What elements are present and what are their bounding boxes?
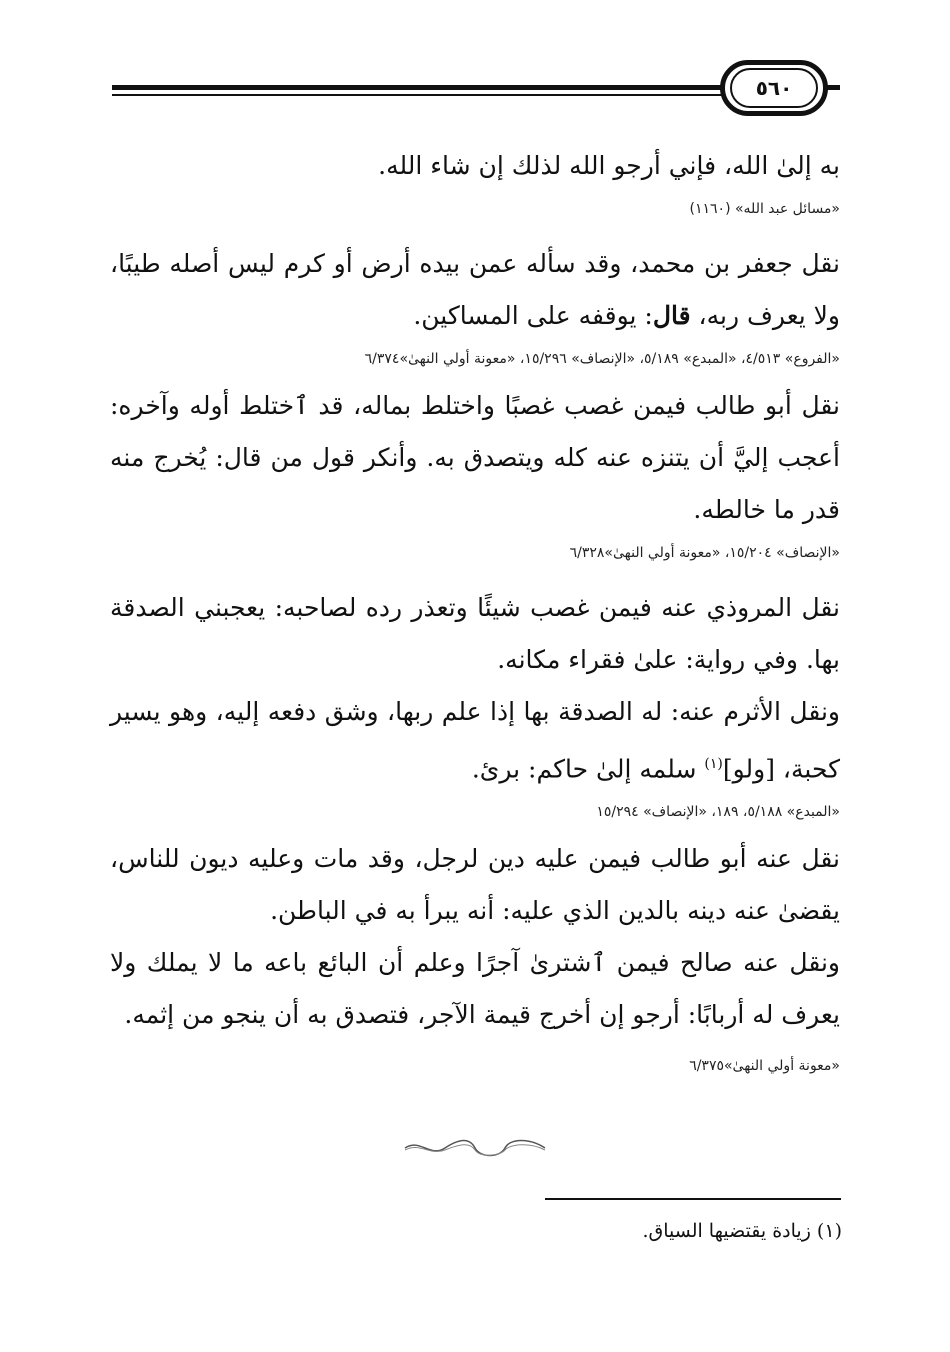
page-header xyxy=(112,60,840,120)
footnote-1: (١) زيادة يقتضيها السياق. xyxy=(642,1220,842,1242)
footnote-rule xyxy=(545,1198,841,1200)
paragraph-7: ونقل عنه صالح فيمن ٱشترىٰ آجرًا وعلم أن البائع باعه ما لا يملك ولا يعرف له أربابًا: أرجو إن أخرج قيمة الآجر، فتصدق به أن ينجو من إثمه. xyxy=(110,948,840,1030)
page-body xyxy=(110,140,840,1087)
paragraph-4: نقل المروذي عنه فيمن غصب شيئًا وتعذر رده لصاحبه: يعجبني الصدقة بها. وفي رواية: علىٰ فقراء مكانه. xyxy=(110,593,840,674)
paragraph-2-bold: قال xyxy=(652,301,691,330)
reference-1: «مسائل عبد الله» (١١٦٠) xyxy=(689,201,840,217)
paragraph-1: به إلىٰ الله، فإني أرجو الله لذلك إن شاء الله. xyxy=(378,151,840,180)
paragraph-2-part-2: : يوقفه على المساكين. xyxy=(413,301,653,330)
paragraph-2 xyxy=(110,238,840,342)
reference-2: «الفروع» ٤/٥١٣، «المبدع» ٥/١٨٩، «الإنصاف» ١٥/٢٩٦، «معونة أولي النهىٰ»٦/٣٧٤ xyxy=(364,351,840,367)
paragraph-5-part-1: ونقل الأثرم عنه: له الصدقة بها إذا علم ربها، وشق دفعه إليه، وهو يسير كحبة، [ولو] xyxy=(110,697,840,784)
paragraph-5-part-2: سلمه إلىٰ حاكم: برئ. xyxy=(471,754,705,784)
header-rule-right xyxy=(827,85,840,90)
footnote-marker: (١) xyxy=(704,756,723,772)
header-rule-thin xyxy=(112,94,722,96)
section-ornament xyxy=(400,1138,550,1158)
page-number: ٥٦٠ xyxy=(730,68,818,108)
paragraph-2-part-1: نقل جعفر بن محمد، وقد سأله عمن بيده أرض أو كرم ليس أصله طيبًا، ولا يعرف ربه، xyxy=(110,249,840,330)
reference-5: «معونة أولي النهىٰ»٦/٣٧٥ xyxy=(689,1058,840,1075)
paragraph-6: نقل عنه أبو طالب فيمن عليه دين لرجل، وقد مات وعليه ديون للناس، يقضىٰ عنه دينه بالدين الذي عليه: أنه يبرأ به في الباطن. xyxy=(110,844,840,926)
reference-4: «المبدع» ٥/١٨٨، ١٨٩، «الإنصاف» ١٥/٢٩٤ xyxy=(596,804,840,821)
paragraph-3: نقل أبو طالب فيمن غصب غصبًا واختلط بماله، قد ٱختلط أوله وآخره: أعجب إليَّ أن يتنزه عنه كله ويتصدق به. وأنكر قول من قال: يُخرج منه قدر ما خالطه. xyxy=(110,391,840,524)
paragraph-5 xyxy=(110,686,840,795)
header-rule-thick xyxy=(112,85,722,90)
page-number-badge xyxy=(720,60,828,116)
reference-3: «الإنصاف» ١٥/٢٠٤، «معونة أولي النهىٰ»٦/٣٢٨ xyxy=(569,545,840,561)
